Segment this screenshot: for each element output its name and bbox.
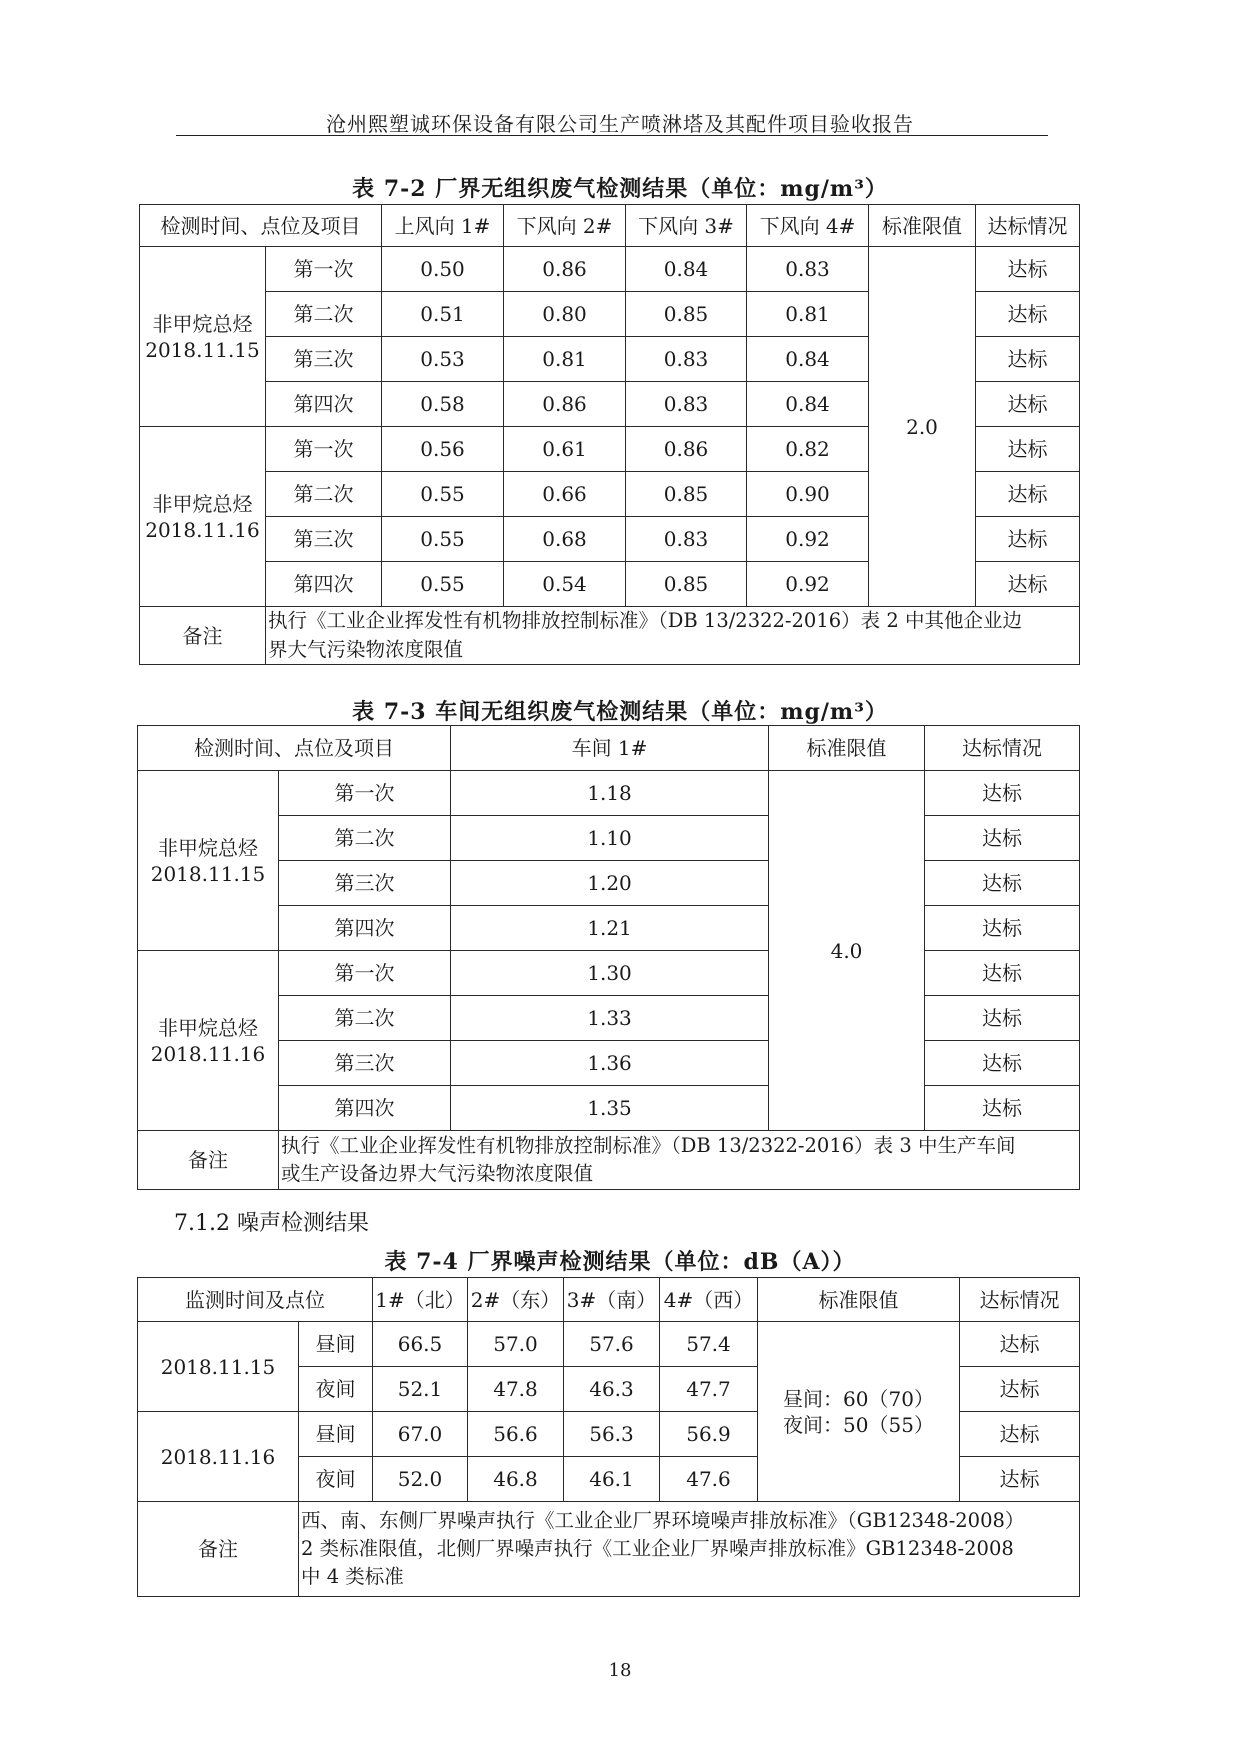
value-cell: 0.50: [382, 247, 504, 292]
table-7-3: [137, 725, 1080, 1190]
round-cell: 第一次: [266, 247, 382, 292]
value-cell: 0.83: [626, 517, 747, 562]
compliance-cell: 达标: [960, 1457, 1080, 1502]
header-cell: 标准限值: [869, 205, 976, 247]
round-cell: 第一次: [279, 951, 451, 996]
value-cell: 0.58: [382, 382, 504, 427]
header-cell: 下风向 4#: [747, 205, 869, 247]
table-row: [138, 771, 1080, 816]
value-cell: 56.9: [660, 1412, 758, 1457]
table-row: [138, 1322, 1080, 1367]
table-7-3-caption: 表 7-3 车间无组织废气检测结果（单位：mg/m³）: [352, 699, 888, 725]
header-cell: 2#（东）: [468, 1278, 564, 1322]
date-cell: 2018.11.16: [138, 1412, 299, 1502]
table-7-4-caption: 表 7-4 厂界噪声检测结果（单位：dB（A））: [384, 1249, 856, 1275]
value-cell: 1.36: [451, 1041, 769, 1086]
remark-cell: [299, 1502, 1080, 1597]
cell-line: 夜间：50（55）: [783, 1412, 934, 1437]
header-cell: 4#（西）: [660, 1278, 758, 1322]
value-cell: 1.30: [451, 951, 769, 996]
round-cell: 第一次: [266, 427, 382, 472]
compliance-cell: 达标: [976, 517, 1080, 562]
value-cell: 0.61: [504, 427, 626, 472]
compliance-cell: 达标: [960, 1367, 1080, 1412]
section-heading-noise: 7.1.2 噪声检测结果: [174, 1211, 369, 1236]
value-cell: 57.6: [564, 1322, 660, 1367]
value-cell: 0.82: [747, 427, 869, 472]
group-label-cell: [138, 951, 279, 1131]
value-cell: 0.86: [626, 427, 747, 472]
value-cell: 52.1: [373, 1367, 468, 1412]
compliance-cell: 达标: [976, 472, 1080, 517]
compliance-cell: 达标: [925, 906, 1080, 951]
group-label-cell: [140, 247, 266, 427]
header-cell: 下风向 2#: [504, 205, 626, 247]
header-cell: 达标情况: [960, 1278, 1080, 1322]
value-cell: 0.55: [382, 517, 504, 562]
value-cell: 0.66: [504, 472, 626, 517]
cell-line: 界大气污染物浓度限值: [268, 637, 464, 661]
value-cell: 0.83: [626, 337, 747, 382]
period-cell: 昼间: [299, 1412, 373, 1457]
value-cell: 0.84: [626, 247, 747, 292]
value-cell: 0.85: [626, 472, 747, 517]
standard-limit-cell: [758, 1322, 960, 1502]
value-cell: 0.85: [626, 292, 747, 337]
round-cell: 第二次: [279, 816, 451, 861]
compliance-cell: 达标: [925, 771, 1080, 816]
compliance-cell: 达标: [925, 816, 1080, 861]
cell-line: 2018.11.16: [145, 517, 260, 542]
value-cell: 0.83: [747, 247, 869, 292]
value-cell: 1.35: [451, 1086, 769, 1131]
round-cell: 第三次: [266, 337, 382, 382]
table-row: [140, 205, 1080, 247]
period-cell: 昼间: [299, 1322, 373, 1367]
header-cell: 下风向 3#: [626, 205, 747, 247]
value-cell: 0.81: [504, 337, 626, 382]
value-cell: 0.55: [382, 472, 504, 517]
value-cell: 56.6: [468, 1412, 564, 1457]
page-number: 18: [608, 1660, 632, 1681]
table-row: [138, 726, 1080, 771]
value-cell: 0.86: [504, 382, 626, 427]
round-cell: 第四次: [279, 1086, 451, 1131]
value-cell: 67.0: [373, 1412, 468, 1457]
value-cell: 1.21: [451, 906, 769, 951]
compliance-cell: 达标: [925, 1041, 1080, 1086]
cell-line: 执行《工业企业挥发性有机物排放控制标准》（DB 13/2322-2016）表 3 中生产车间: [281, 1133, 1016, 1157]
value-cell: 46.1: [564, 1457, 660, 1502]
value-cell: 52.0: [373, 1457, 468, 1502]
round-cell: 第四次: [266, 382, 382, 427]
cell-line: 非甲烷总烃: [152, 311, 253, 336]
cell-line: 执行《工业企业挥发性有机物排放控制标准》（DB 13/2322-2016）表 2 中其他企业边: [268, 609, 1022, 633]
group-label-cell: [140, 427, 266, 607]
header-cell: 标准限值: [758, 1278, 960, 1322]
compliance-cell: 达标: [976, 427, 1080, 472]
cell-line: 2 类标准限值，北侧厂界噪声执行《工业企业厂界噪声排放标准》GB12348-2008: [301, 1536, 1014, 1560]
table-row: [138, 816, 1080, 861]
cell-line: 2018.11.15: [145, 337, 260, 362]
compliance-cell: 达标: [976, 292, 1080, 337]
value-cell: 0.92: [747, 517, 869, 562]
table-row: [140, 607, 1080, 665]
cell-line: 非甲烷总烃: [152, 491, 253, 516]
table-row: [138, 1502, 1080, 1597]
table-row: [138, 1278, 1080, 1322]
header-cell: 标准限值: [769, 726, 925, 771]
remark-cell: [266, 607, 1080, 665]
period-cell: 夜间: [299, 1457, 373, 1502]
value-cell: 0.84: [747, 337, 869, 382]
round-cell: 第一次: [279, 771, 451, 816]
value-cell: 1.10: [451, 816, 769, 861]
table-row: [138, 906, 1080, 951]
remark-cell: [279, 1131, 1080, 1190]
value-cell: 0.83: [626, 382, 747, 427]
value-cell: 0.90: [747, 472, 869, 517]
table-7-2: [139, 204, 1080, 665]
table-row: [138, 951, 1080, 996]
standard-limit-cell: 2.0: [869, 247, 976, 607]
header-divider: [176, 135, 1048, 136]
value-cell: 47.6: [660, 1457, 758, 1502]
remark-label-cell: 备注: [138, 1502, 299, 1597]
value-cell: 57.0: [468, 1322, 564, 1367]
remark-label-cell: 备注: [138, 1131, 279, 1190]
cell-line: 2018.11.16: [150, 1041, 266, 1066]
cell-line: 或生产设备边界大气污染物浓度限值: [281, 1162, 594, 1185]
cell-line: 昼间：60（70）: [783, 1386, 934, 1411]
group-label-cell: [138, 771, 279, 951]
value-cell: 0.55: [382, 562, 504, 607]
header-cell: 1#（北）: [373, 1278, 468, 1322]
table-7-2-caption: 表 7-2 厂界无组织废气检测结果（单位：mg/m³）: [352, 176, 888, 202]
standard-limit-cell: 4.0: [769, 771, 925, 1131]
header-cell: 车间 1#: [451, 726, 769, 771]
round-cell: 第四次: [279, 906, 451, 951]
compliance-cell: 达标: [976, 562, 1080, 607]
header-cell: 达标情况: [976, 205, 1080, 247]
value-cell: 0.81: [747, 292, 869, 337]
round-cell: 第三次: [266, 517, 382, 562]
value-cell: 1.33: [451, 996, 769, 1041]
round-cell: 第二次: [266, 472, 382, 517]
cell-line: 非甲烷总烃: [158, 1015, 258, 1040]
value-cell: 1.18: [451, 771, 769, 816]
date-cell: 2018.11.15: [138, 1322, 299, 1412]
table-row: [138, 1041, 1080, 1086]
compliance-cell: 达标: [925, 996, 1080, 1041]
value-cell: 0.51: [382, 292, 504, 337]
compliance-cell: 达标: [976, 382, 1080, 427]
cell-line: 2018.11.15: [150, 861, 266, 886]
table-row: [138, 1131, 1080, 1190]
remark-label-cell: 备注: [140, 607, 266, 665]
round-cell: 第四次: [266, 562, 382, 607]
round-cell: 第三次: [279, 1041, 451, 1086]
table-row: [138, 861, 1080, 906]
compliance-cell: 达标: [976, 337, 1080, 382]
compliance-cell: 达标: [960, 1412, 1080, 1457]
value-cell: 0.86: [504, 247, 626, 292]
table-row: [138, 1086, 1080, 1131]
value-cell: 1.20: [451, 861, 769, 906]
compliance-cell: 达标: [976, 247, 1080, 292]
value-cell: 0.53: [382, 337, 504, 382]
table-row: [138, 996, 1080, 1041]
value-cell: 57.4: [660, 1322, 758, 1367]
round-cell: 第二次: [266, 292, 382, 337]
cell-line: 非甲烷总烃: [158, 835, 258, 860]
value-cell: 46.3: [564, 1367, 660, 1412]
round-cell: 第三次: [279, 861, 451, 906]
header-cell: 3#（南）: [564, 1278, 660, 1322]
value-cell: 0.85: [626, 562, 747, 607]
header-cell: 检测时间、点位及项目: [140, 205, 382, 247]
round-cell: 第二次: [279, 996, 451, 1041]
value-cell: 0.80: [504, 292, 626, 337]
cell-line: 中 4 类标准: [301, 1565, 404, 1589]
table-row: [140, 247, 1080, 292]
value-cell: 0.56: [382, 427, 504, 472]
period-cell: 夜间: [299, 1367, 373, 1412]
value-cell: 46.8: [468, 1457, 564, 1502]
header-cell: 上风向 1#: [382, 205, 504, 247]
report-header-title: 沧州熙塑诚环保设备有限公司生产喷淋塔及其配件项目验收报告: [326, 112, 914, 136]
cell-line: 西、南、东侧厂界噪声执行《工业企业厂界环境噪声排放标准》（GB12348-2008）: [301, 1508, 1025, 1532]
header-cell: 达标情况: [925, 726, 1080, 771]
value-cell: 0.84: [747, 382, 869, 427]
value-cell: 66.5: [373, 1322, 468, 1367]
value-cell: 47.8: [468, 1367, 564, 1412]
header-cell: 检测时间、点位及项目: [138, 726, 451, 771]
compliance-cell: 达标: [925, 951, 1080, 996]
compliance-cell: 达标: [925, 861, 1080, 906]
header-cell: 监测时间及点位: [138, 1278, 373, 1322]
value-cell: 0.92: [747, 562, 869, 607]
value-cell: 47.7: [660, 1367, 758, 1412]
value-cell: 0.68: [504, 517, 626, 562]
value-cell: 0.54: [504, 562, 626, 607]
table-7-4: [137, 1277, 1080, 1597]
compliance-cell: 达标: [960, 1322, 1080, 1367]
compliance-cell: 达标: [925, 1086, 1080, 1131]
value-cell: 56.3: [564, 1412, 660, 1457]
